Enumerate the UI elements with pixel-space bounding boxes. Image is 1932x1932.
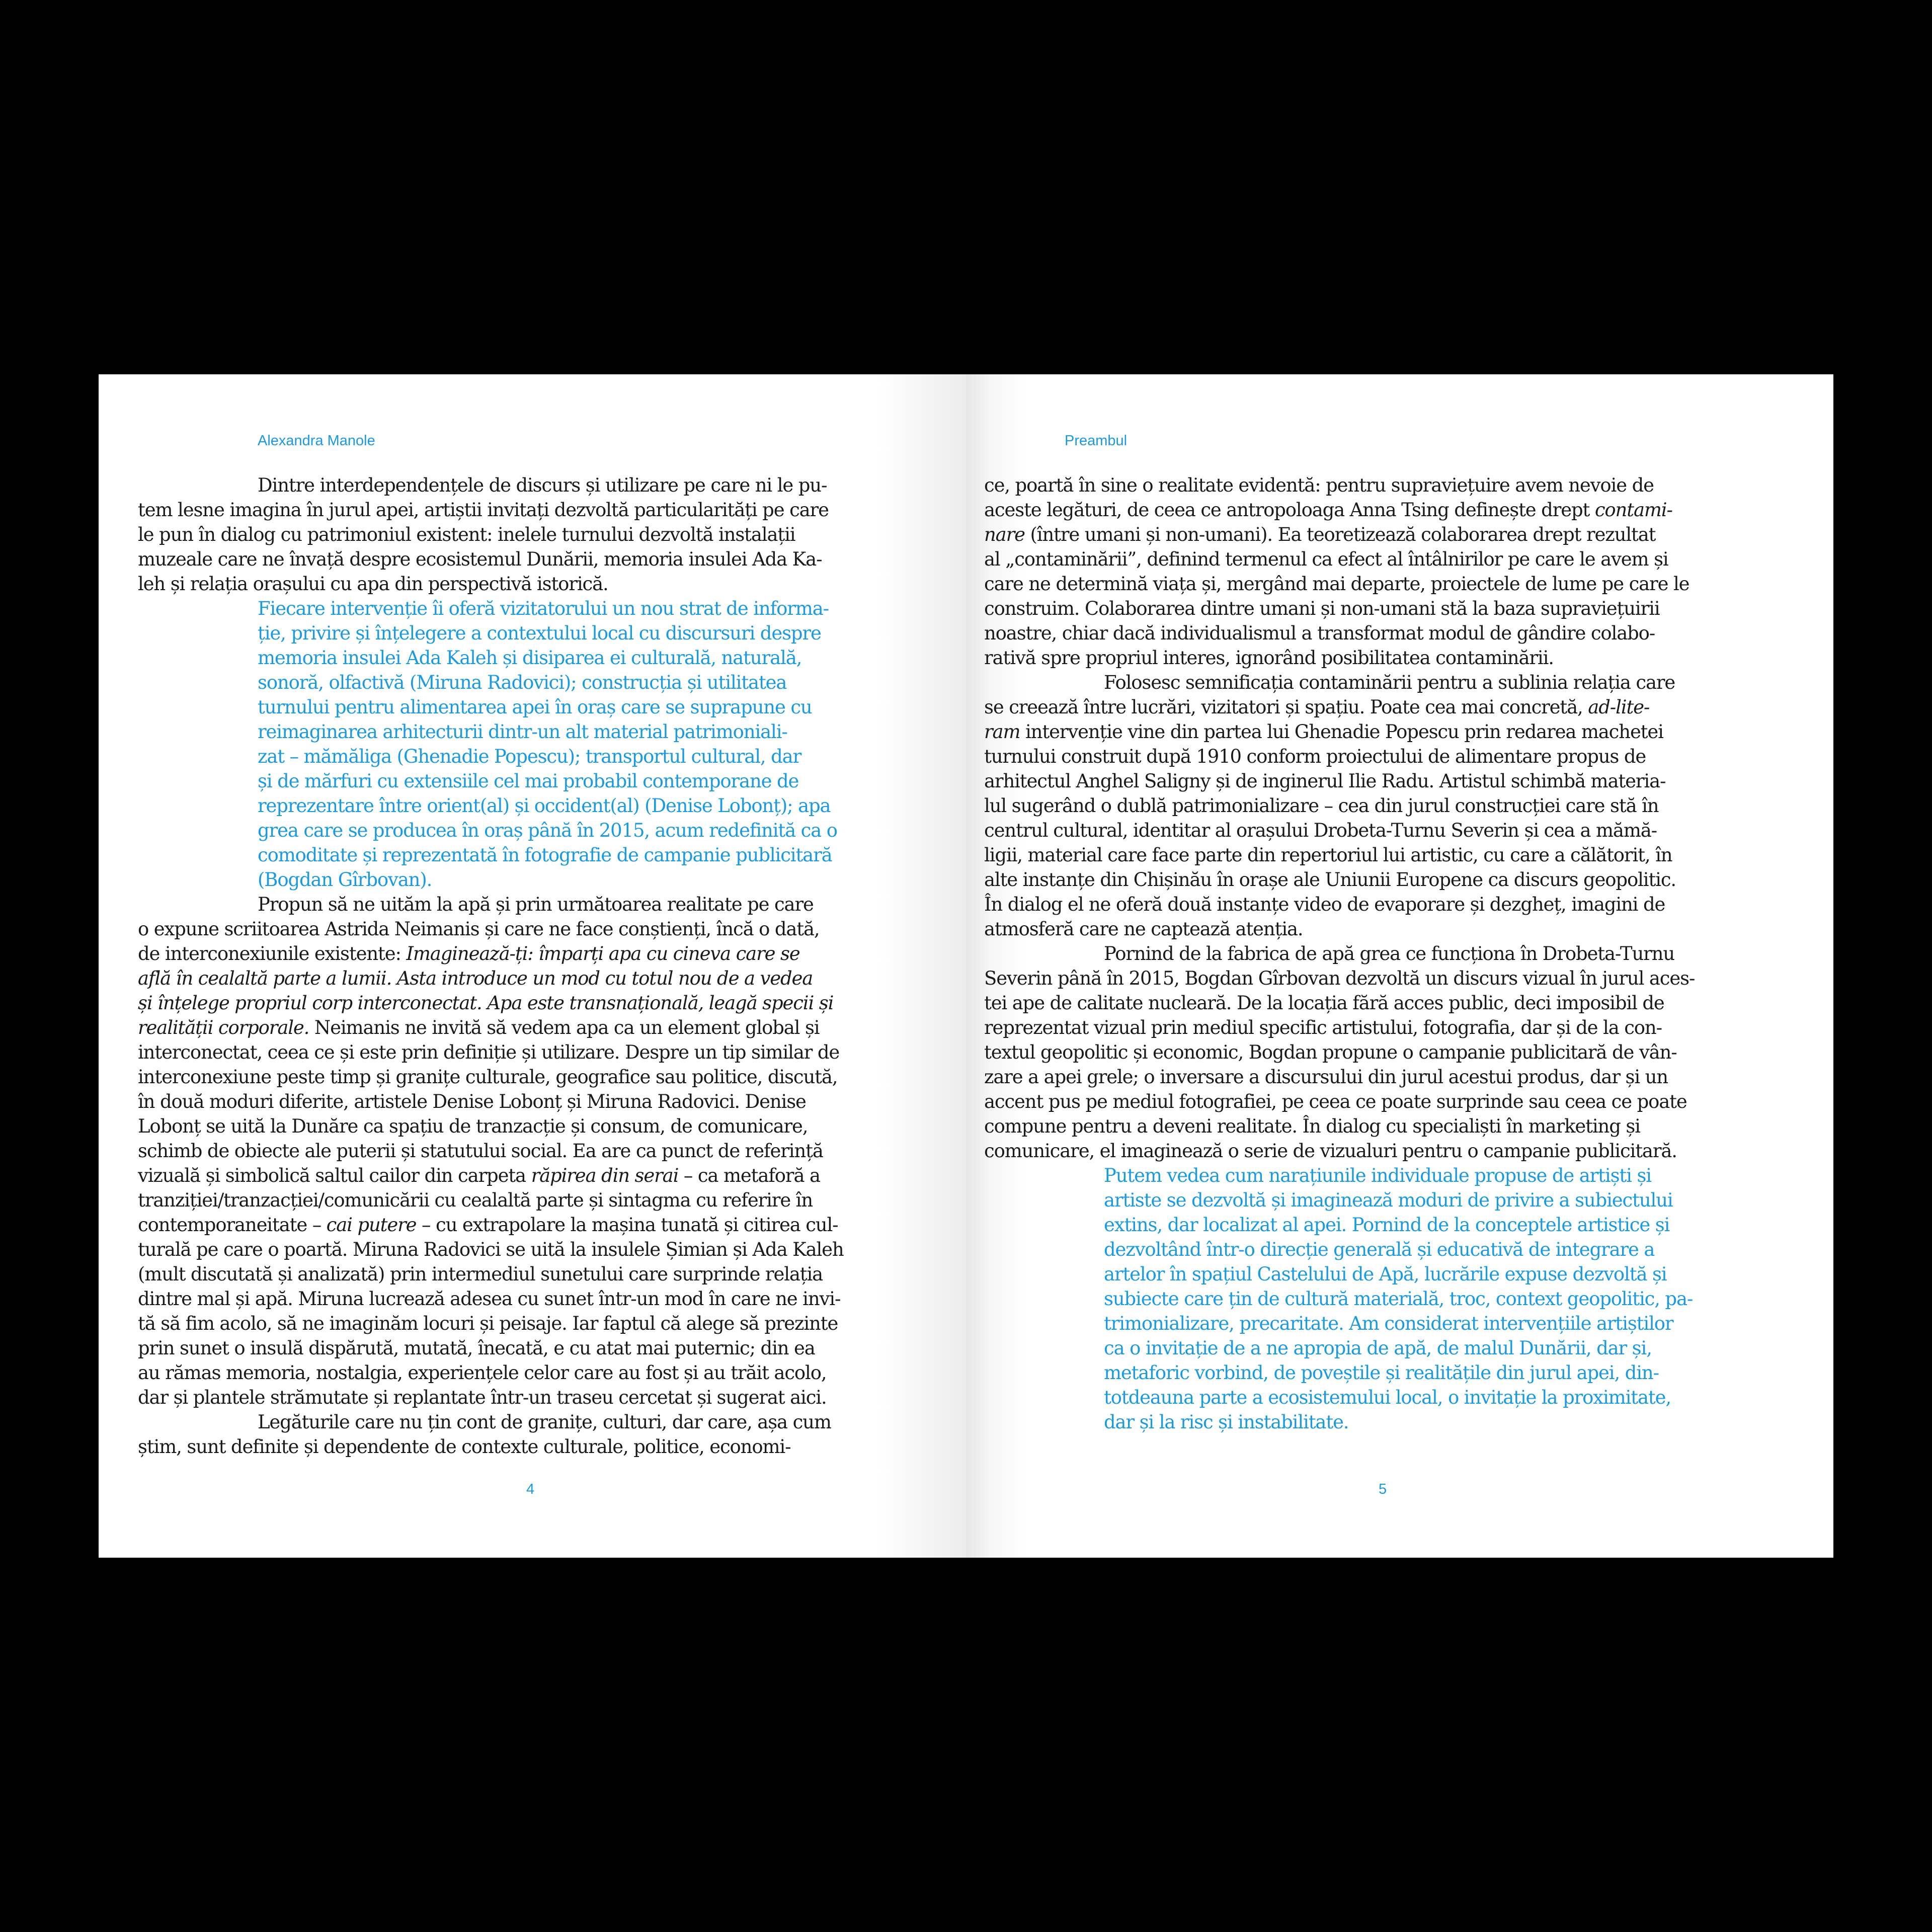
text-line: alte instanțe din Chișinău în orașe ale Uniunii Europene ca discurs geopolitic. xyxy=(984,869,1676,891)
text-line: ligii, material care face parte din repertoriul lui artistic, cu care a călătorit, în xyxy=(984,844,1672,866)
text-run: aceste legături, de ceea ce antropoloaga Anna Tsing definește drept xyxy=(984,499,1595,521)
text-line: textul geopolitic și economic, Bogdan propune o campanie publicitară de vân- xyxy=(984,1041,1677,1063)
text-line: interconexiune peste timp și granițe culturale, geografice sau politice, discută, xyxy=(138,1066,838,1088)
pull-quote-line: trimonializare, precaritate. Am considerat intervențiile artiștilor xyxy=(1104,1313,1673,1334)
running-head-author: Alexandra Manole xyxy=(258,433,375,449)
pull-quote-line: memoria insulei Ada Kaleh și disiparea ei culturală, naturală, xyxy=(258,647,802,669)
text-line: lul sugerând o dublă patrimonializare – cea din jurul construcției care stă în xyxy=(984,795,1659,817)
pull-quote-line: extins, dar localizat al apei. Pornind de la conceptele artistice și xyxy=(1104,1214,1670,1236)
page-number: 4 xyxy=(526,1481,535,1497)
text-line: rativă spre propriul interes, ignorând posibilitatea contaminării. xyxy=(984,647,1554,669)
text-line: tem lesne imagina în jurul apei, artiștii invitați dezvoltă particularități pe care xyxy=(138,499,829,521)
text-line: zare a apei grele; o inversare a discursului din jurul acestui produs, dar și un xyxy=(984,1066,1668,1088)
pull-quote-line: ție, privire și înțelegere a contextului local cu discursuri despre xyxy=(258,622,821,644)
pull-quote-line: Fiecare intervenție îi oferă vizitatorului un nou strat de informa- xyxy=(258,598,829,619)
pull-quote-line: artiste se dezvoltă și imaginează moduri de privire a subiectului xyxy=(1104,1189,1673,1211)
text-line xyxy=(984,498,1700,522)
text-run: contemporaneitate – xyxy=(138,1214,327,1236)
pull-quote-line: metaforic vorbind, de poveștile și realitățile din jurul apei, din- xyxy=(1104,1362,1659,1384)
text-line: Severin până în 2015, Bogdan Gîrbovan dezvoltă un discurs vizual în jurul aces- xyxy=(984,968,1695,989)
italic-title-run: răpirea din serai xyxy=(531,1165,679,1186)
italic-term-run: contami- xyxy=(1594,499,1672,521)
text-line xyxy=(984,522,1700,547)
left-page xyxy=(99,374,966,1558)
text-line: tranziției/tranzacției/comunicării cu cealaltă parte și sintagma cu referire în xyxy=(138,1189,813,1211)
text-line xyxy=(984,695,1700,719)
right-page xyxy=(966,374,1833,1558)
text-line: comunicare, el imaginează o serie de vizualuri pentru o campanie publicitară. xyxy=(984,1140,1677,1162)
text-line: prin sunet o insulă dispărută, mutată, înecată, e cu atat mai puternic; din ea xyxy=(138,1337,815,1359)
page-number: 5 xyxy=(1379,1481,1387,1497)
text-line: Lobonț se uită la Dunăre ca spațiu de tranzacție și consum, de comunicare, xyxy=(138,1115,808,1137)
text-line xyxy=(138,1015,851,1040)
left-body-text xyxy=(138,473,851,1459)
text-line xyxy=(984,719,1700,744)
text-line: ce, poartă în sine o realitate evidentă: pentru supraviețuire avem nevoie de xyxy=(984,474,1654,496)
text-line xyxy=(138,1213,851,1237)
text-line: construim. Colaborarea dintre umani și non-umani stă la baza supraviețuirii xyxy=(984,598,1660,619)
text-line: atmosferă care ne captează atenția. xyxy=(984,918,1303,940)
text-line xyxy=(138,941,851,966)
text-line: o expune scriitoarea Astrida Neimanis și care ne face conștienți, încă o dată, xyxy=(138,918,820,940)
text-line xyxy=(138,1163,851,1188)
running-head-section: Preambul xyxy=(1065,433,1128,449)
text-line: care ne determină viața și, mergând mai departe, proiectele de lume pe care le xyxy=(984,573,1689,595)
pull-quote-line: și de mărfuri cu extensiile cel mai probabil contemporane de xyxy=(258,770,799,792)
pull-quote-line: reprezentare între orient(al) și occident(al) (Denise Lobonț); apa xyxy=(258,795,831,817)
pull-quote-line: dezvoltând într-o direcție generală și educativă de integrare a xyxy=(1104,1239,1655,1260)
italic-quote-run: realității corporale. xyxy=(138,1017,309,1038)
pull-quote-line: (Bogdan Gîrbovan). xyxy=(258,869,432,891)
pull-quote-line: totdeauna parte a ecosistemului local, o invitație la proximitate, xyxy=(1104,1387,1671,1408)
text-line: le pun în dialog cu patrimoniul existent: inelele turnului dezvoltă instalații xyxy=(138,524,795,545)
pull-quote-line: subiecte care țin de cultură materială, troc, context geopolitic, pa- xyxy=(1104,1288,1693,1310)
italic-term-run: ad-lite- xyxy=(1588,696,1650,718)
book-spread xyxy=(99,374,1833,1558)
text-line: dar și plantele strămutate și replantate într-un traseu cercetat și sugerat aici. xyxy=(138,1387,827,1408)
text-line: reprezentat vizual prin mediul specific artistului, fotografia, dar și de la con- xyxy=(984,1017,1662,1038)
text-line: schimb de obiecte ale puterii și statutului social. Ea are ca punct de referință xyxy=(138,1140,823,1162)
text-line: tei ape de calitate nucleară. De la locația fără acces public, deci imposibil de xyxy=(984,992,1664,1014)
text-line: compune pentru a deveni realitate. În dialog cu specialiști în marketing și xyxy=(984,1115,1640,1137)
italic-quote-run: Imaginează-ți: împarți apa cu cineva care se xyxy=(406,943,800,964)
text-line: (mult discutată și analizată) prin intermediul sunetului care surprinde relația xyxy=(138,1263,823,1285)
text-line: știm, sunt definite și dependente de contexte culturale, politice, economi- xyxy=(138,1436,791,1458)
text-line: arhitectul Anghel Saligny și de inginerul Ilie Radu. Artistul schimbă materia- xyxy=(984,770,1666,792)
text-line: află în cealaltă parte a lumii. Asta introduce un mod cu totul nou de a vedea xyxy=(138,968,813,989)
text-run: vizuală și simbolică saltul cailor din carpeta xyxy=(138,1165,531,1186)
right-body-text xyxy=(984,473,1700,1434)
pull-quote-line: dar și la risc și instabilitate. xyxy=(1104,1411,1349,1433)
text-run: intervenție vine din partea lui Ghenadie Popescu prin redarea machetei xyxy=(1020,721,1663,743)
pull-quote-line: grea care se producea în oraș până în 2015, acum redefinită ca o xyxy=(258,820,837,841)
text-line: interconectat, ceea ce și este prin definiție și utilizare. Despre un tip similar de xyxy=(138,1041,840,1063)
text-line: noastre, chiar dacă individualismul a transformat modul de gândire colabo- xyxy=(984,622,1655,644)
text-run: – ca metaforă a xyxy=(678,1165,820,1186)
text-run: de interconexiunile existente: xyxy=(138,943,407,964)
text-line: Folosesc semnificația contaminării pentru a sublinia relația care xyxy=(1104,672,1675,693)
text-run: (între umani și non-umani). Ea teoretizează colaborarea drept rezultat xyxy=(1024,524,1656,545)
pull-quote-line: reimaginarea arhitecturii dintr-un alt material patrimoniali- xyxy=(258,721,787,743)
pull-quote-line: Putem vedea cum narațiunile individuale propuse de artiști și xyxy=(1104,1165,1651,1186)
text-line: în două moduri diferite, artistele Denise Lobonț și Miruna Radovici. Denise xyxy=(138,1091,806,1112)
text-line: Legăturile care nu țin cont de granițe, culturi, dar care, așa cum xyxy=(258,1411,831,1433)
text-line: accent pus pe mediul fotografiei, pe ceea ce poate surprinde sau ceea ce poate xyxy=(984,1091,1687,1112)
pull-quote-line: ca o invitație de a ne apropia de apă, de malul Dunării, dar și, xyxy=(1104,1337,1652,1359)
text-line: au rămas memoria, nostalgia, experiențele celor care au fost și au trăit acolo, xyxy=(138,1362,827,1384)
pull-quote-line: comoditate și reprezentată în fotografie de campanie publicitară xyxy=(258,844,832,866)
text-line: centrul cultural, identitar al orașului Drobeta-Turnu Severin și cea a mămă- xyxy=(984,820,1657,841)
pull-quote-line: artelor în spațiul Castelului de Apă, lucrările expuse dezvoltă și xyxy=(1104,1263,1667,1285)
text-run: Neimanis ne invită să vedem apa ca un element global și xyxy=(309,1017,820,1038)
text-line: În dialog el ne oferă două instanțe video de evaporare și dezgheț, imagini de xyxy=(984,894,1665,915)
text-line: muzeale care ne învață despre ecosistemul Dunării, memoria insulei Ada Ka- xyxy=(138,548,822,570)
text-line: turală pe care o poartă. Miruna Radovici se uită la insulele Șimian și Ada Kaleh xyxy=(138,1239,844,1260)
text-line: turnului construit după 1910 conform proiectului de alimentare propus de xyxy=(984,746,1646,767)
italic-term-run: ram xyxy=(984,721,1020,743)
text-line: și înțelege propriul corp interconectat. Apa este transnațională, leagă specii și xyxy=(138,992,834,1014)
text-line: tă să fim acolo, să ne imaginăm locuri și peisaje. Iar faptul că alege să prezinte xyxy=(138,1313,838,1334)
text-line: dintre mal și apă. Miruna lucrează adesea cu sunet într-un mod în care ne invi- xyxy=(138,1288,841,1310)
text-line: Propun să ne uităm la apă și prin următoarea realitate pe care xyxy=(258,894,814,915)
text-run: se creează între lucrări, vizitatori și spațiu. Poate cea mai concretă, xyxy=(984,696,1588,718)
text-line: al „contaminării”, definind termenul ca efect al întâlnirilor pe care le avem și xyxy=(984,548,1668,570)
pull-quote-line: zat – mămăliga (Ghenadie Popescu); transportul cultural, dar xyxy=(258,746,801,767)
text-line: Pornind de la fabrica de apă grea ce funcționa în Drobeta-Turnu xyxy=(1104,943,1675,964)
text-run: – cu extrapolare la mașina tunată și citirea cul- xyxy=(416,1214,838,1236)
italic-term-run: cai putere xyxy=(326,1214,417,1236)
text-line: Dintre interdependențele de discurs și utilizare pe care ni le pu- xyxy=(258,474,827,496)
text-line: leh și relația orașului cu apa din perspectivă istorică. xyxy=(138,573,608,595)
pull-quote-line: sonoră, olfactivă (Miruna Radovici); construcția și utilitatea xyxy=(258,672,787,693)
italic-term-run: nare xyxy=(984,524,1025,545)
pull-quote-line: turnului pentru alimentarea apei în oraș care se suprapune cu xyxy=(258,696,812,718)
